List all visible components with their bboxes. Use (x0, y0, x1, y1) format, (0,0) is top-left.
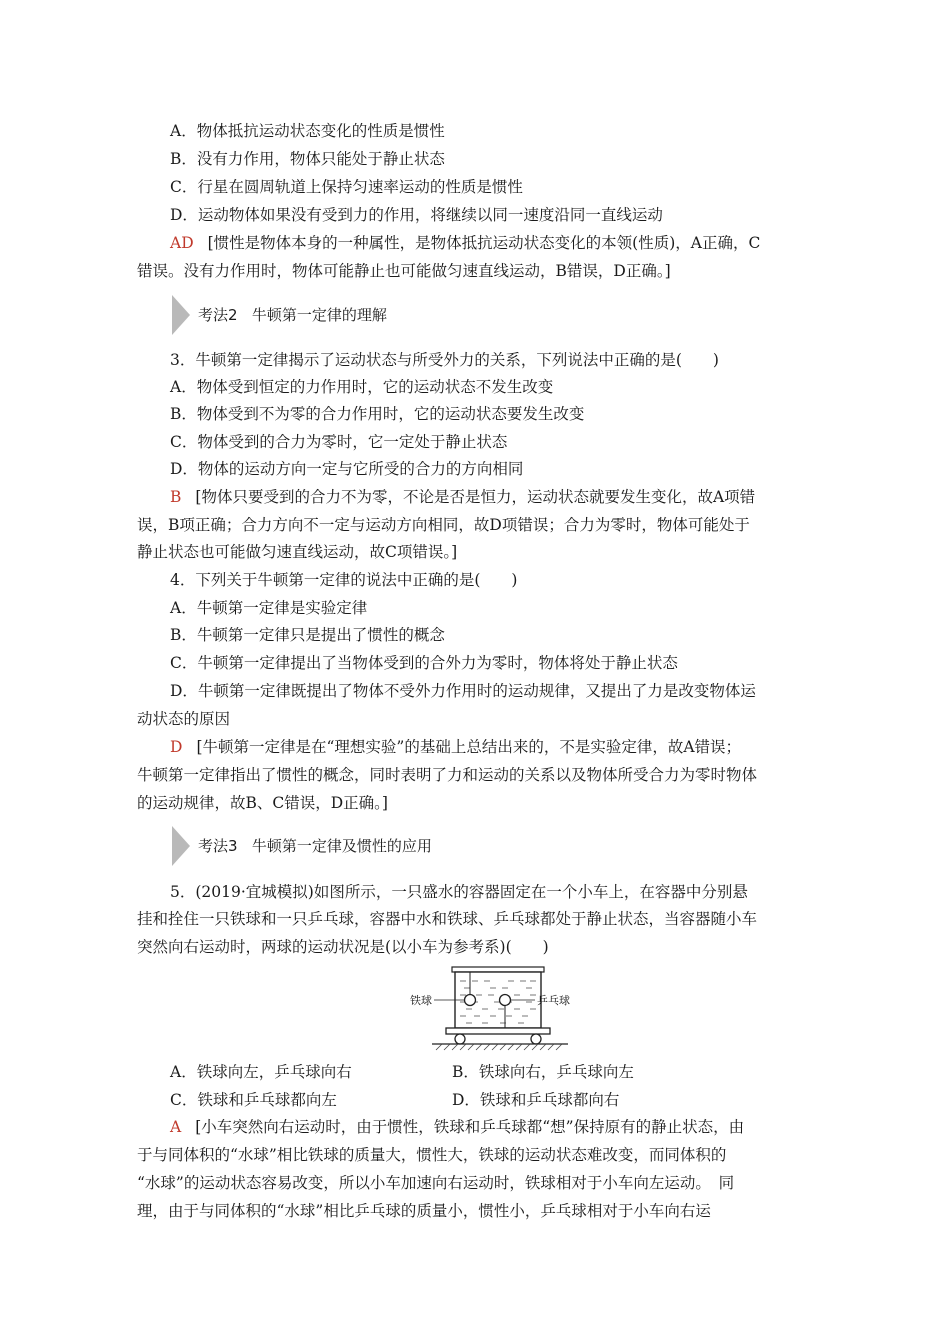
q5-answer-line-1 (170, 1117, 850, 1137)
q5-answer-line-4: 理，由于与同体积的“水球”相比乒乓球的质量小，惯性小，乒乓球相对于小车向右运 (137, 1202, 711, 1220)
q3-answer-line-2: 误，B项正确；合力方向不一定与运动方向相同，故D项错误；合力为零时，物体可能处于 (137, 516, 750, 534)
cart-body (446, 1028, 550, 1034)
cart-container-figure (410, 963, 580, 1053)
q5-option-d: D．铁球和乒乓球都向右 (452, 1091, 620, 1109)
q4-answer-letter: D (170, 738, 183, 756)
q2-answer-line-1 (170, 233, 850, 253)
q5-answer-line-3: “水球”的运动状态容易改变，所以小车加速向右运动时，铁球相对于小车向左运动。 同 (137, 1174, 735, 1192)
section-3-title: 牛顿第一定律及惯性的应用 (251, 837, 432, 855)
q4-option-a: A．牛顿第一定律是实验定律 (170, 599, 368, 617)
q5-answer-line-2: 于与同体积的“水球”相比铁球的质量大，惯性大，铁球的运动状态难改变，而同体积的 (137, 1146, 727, 1164)
ground-hatching (436, 1044, 562, 1050)
q2-option-a: A．物体抵抗运动状态变化的性质是惯性 (170, 122, 445, 140)
q2-option-c: C．行星在圆周轨道上保持匀速率运动的性质是惯性 (170, 178, 523, 196)
q4-stem: 4．下列关于牛顿第一定律的说法中正确的是( ) (170, 571, 518, 589)
q3-option-c: C．物体受到的合力为零时，它一定处于静止状态 (170, 433, 508, 451)
q4-answer-text: [牛顿第一定律是在“理想实验”的基础上总结出来的，不是实验定律，故A错误； (196, 738, 742, 756)
q3-option-a: A．物体受到恒定的力作用时，它的运动状态不发生改变 (170, 378, 554, 396)
q5-answer-letter: A (170, 1118, 182, 1136)
q2-answer-text: [惯性是物体本身的一种属性，是物体抵抗运动状态变化的本领(性质)，A正确，C (207, 234, 761, 252)
q5-option-b: B．铁球向右，乒乓球向左 (452, 1063, 634, 1081)
q5-answer-text: [小车突然向右运动时，由于惯性，铁球和乒乓球都“想”保持原有的静止状态，由 (195, 1118, 745, 1136)
section-arrow-icon (172, 826, 190, 866)
q4-answer-line-2: 牛顿第一定律指出了惯性的概念，同时表明了力和运动的关系以及物体所受合力为零时物体 (137, 766, 758, 784)
section-header-3 (172, 826, 792, 866)
iron-ball-label: 铁球 (410, 994, 432, 1007)
q4-option-c: C．牛顿第一定律提出了当物体受到的合外力为零时，物体将处于静止状态 (170, 654, 678, 672)
section-header-2-text (198, 305, 387, 325)
q5-option-a: A．铁球向左，乒乓球向右 (170, 1063, 352, 1081)
q2-answer-letter: AD (170, 234, 194, 252)
q5-stem-line-1: 5．(2019·宜城模拟)如图所示，一只盛水的容器固定在一个小车上，在容器中分别悬 (170, 883, 748, 901)
q3-answer-line-1 (170, 487, 850, 507)
section-2-label: 考法2 (198, 306, 238, 324)
section-arrow-icon (172, 295, 190, 335)
q2-option-b: B．没有力作用，物体只能处于静止状态 (170, 150, 445, 168)
q2-answer-line-2: 错误。没有力作用时，物体可能静止也可能做匀速直线运动，B错误，D正确。] (137, 262, 671, 280)
q4-answer-line-3: 的运动规律，故B、C错误，D正确。] (137, 794, 388, 812)
q4-option-d: D．牛顿第一定律既提出了物体不受外力作用时的运动规律，又提出了力是改变物体运 (170, 682, 756, 700)
q4-option-d-cont: 动状态的原因 (137, 710, 231, 728)
cart-wheel-right (531, 1034, 541, 1044)
q3-option-b: B．物体受到不为零的合力作用时，它的运动状态要发生改变 (170, 405, 585, 423)
q3-answer-letter: B (170, 488, 182, 506)
q3-answer-text: [物体只要受到的合力不为零，不论是否是恒力，运动状态就要发生变化，故A项错 (195, 488, 756, 506)
q2-option-d: D．运动物体如果没有受到力的作用，将继续以同一速度沿同一直线运动 (170, 206, 663, 224)
cart-diagram (410, 963, 580, 1053)
section-header-2 (172, 295, 792, 335)
q3-option-d: D．物体的运动方向一定与它所受的合力的方向相同 (170, 460, 524, 478)
q3-stem: 3．牛顿第一定律揭示了运动状态与所受外力的关系，下列说法中正确的是( ) (170, 351, 719, 369)
q4-answer-line-1 (170, 737, 850, 757)
q5-option-c: C．铁球和乒乓球都向左 (170, 1091, 337, 1109)
ping-pong-ball (500, 995, 511, 1006)
q5-stem-line-3: 突然向右运动时，两球的运动状况是(以小车为参考系)( ) (137, 938, 549, 956)
top-beam (452, 967, 544, 972)
q4-option-b: B．牛顿第一定律只是提出了惯性的概念 (170, 626, 445, 644)
ping-pong-label: 乒乓球 (537, 994, 570, 1007)
q3-answer-line-3: 静止状态也可能做匀速直线运动，故C项错误。] (137, 543, 458, 561)
q5-stem-line-2: 挂和拴住一只铁球和一只乒乓球，容器中水和铁球、乒乓球都处于静止状态，当容器随小车 (137, 910, 758, 928)
section-3-label: 考法3 (198, 837, 238, 855)
section-header-3-text (198, 836, 432, 856)
cart-wheel-left (455, 1034, 465, 1044)
iron-ball (465, 995, 476, 1006)
section-2-title: 牛顿第一定律的理解 (251, 306, 387, 324)
